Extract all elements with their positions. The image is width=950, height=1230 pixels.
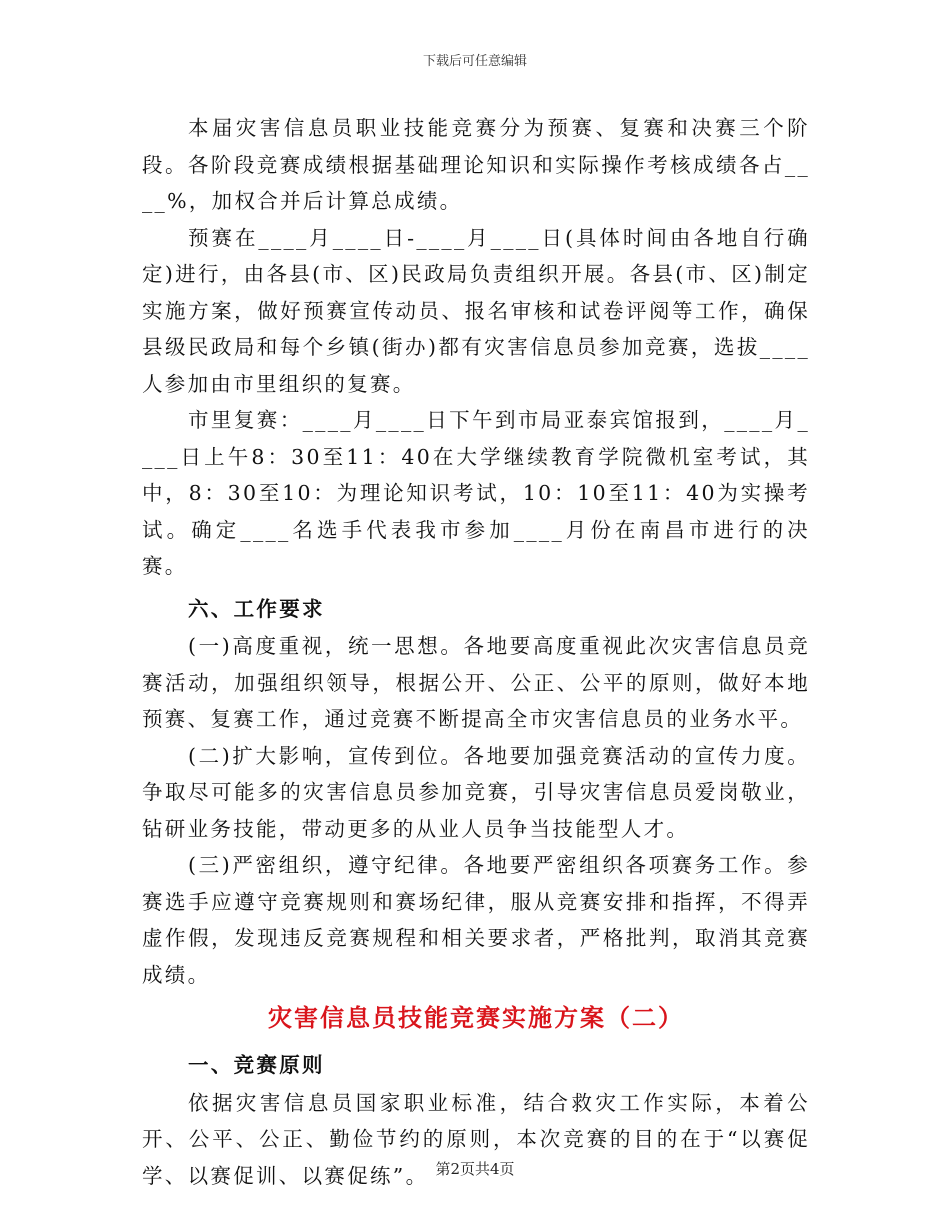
paragraph-requirement-3: (三)严密组织，遵守纪律。各地要严密组织各项赛务工作。参赛选手应遵守竞赛规则和赛场纪律，服从竞赛安排和指挥，不得弄虚作假，发现违反竞赛规程和相关要求者，严格批判，取消其竞赛成绩。	[142, 853, 810, 987]
section-heading-work-requirements: 六、工作要求	[188, 596, 325, 621]
paragraph-city-semifinal: 市里复赛：____月____日下午到市局亚泰宾馆报到，____月____日上午8：30至11：40在大学继续教育学院微机室考试，其中，8：30至10：为理论知识考试，10：10至11：40为实操考试。确定____名选手代表我市参加____月份在南昌市进行的决赛。	[142, 408, 810, 578]
section-heading-competition-principles: 一、竞赛原则	[188, 1053, 325, 1077]
page-header: 下载后可任意编辑	[422, 54, 527, 69]
page-number: 第2页共4页	[435, 1160, 515, 1178]
document-title-part-two: 灾害信息员技能竞赛实施方案（二）	[268, 1003, 684, 1032]
paragraph-principles: 依据灾害信息员国家职业标准，结合救灾工作实际，本着公开、公平、公正、勤俭节约的原则，本次竞赛的目的在于“以赛促学、以赛促训、以赛促练”。	[142, 1090, 810, 1188]
document-body	[142, 110, 810, 1194]
paragraph-requirement-1: (一)高度重视，统一思想。各地要高度重视此次灾害信息员竞赛活动，加强组织领导，根据公开、公正、公平的原则，做好本地预赛、复赛工作，通过竞赛不断提高全市灾害信息员的业务水平。	[142, 634, 810, 731]
paragraph-preliminary-round: 预赛在____月____日-____月____日(具体时间由各地自行确定)进行，由各县(市、区)民政局负责组织开展。各县(市、区)制定实施方案，做好预赛宣传动员、报名审核和试卷评阅等工作，确保县级民政局和每个乡镇(街办)都有灾害信息员参加竞赛，选拔____人参加由市里组织的复赛。	[142, 225, 810, 396]
paragraph-competition-stages: 本届灾害信息员职业技能竞赛分为预赛、复赛和决赛三个阶段。各阶段竞赛成绩根据基础理论知识和实际操作考核成绩各占____%，加权合并后计算总成绩。	[142, 116, 810, 213]
paragraph-requirement-2: (二)扩大影响，宣传到位。各地要加强竞赛活动的宣传力度。争取尽可能多的灾害信息员参加竞赛，引导灾害信息员爱岗敬业，钻研业务技能，带动更多的从业人员争当技能型人才。	[142, 743, 810, 841]
